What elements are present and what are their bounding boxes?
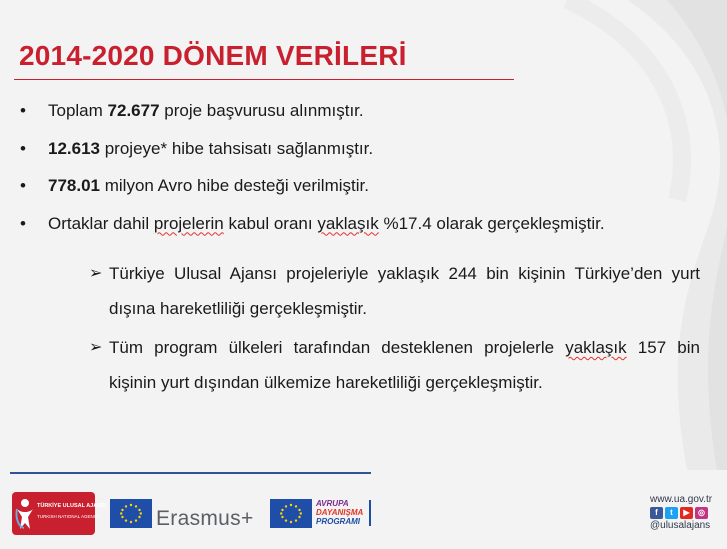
- facebook-icon[interactable]: f: [650, 507, 663, 519]
- website-link[interactable]: www.ua.gov.tr: [650, 494, 713, 505]
- spellcheck-word: projelerin: [153, 213, 224, 233]
- page-title: 2014-2020 DÖNEM VERİLERİ: [19, 40, 407, 71]
- eu-flag-icon: [270, 499, 312, 528]
- bullet-dot: •: [20, 213, 26, 233]
- arrow-bullet-icon: ➢: [89, 265, 103, 282]
- social-icons: [650, 507, 708, 519]
- bullet-list: [20, 100, 710, 250]
- bullet-item: • Ortaklar dahil projelerin kabul oranı yaklaşık %17.4 olarak gerçekleşmiştir.: [20, 213, 605, 233]
- bullet-dot: •: [20, 138, 26, 158]
- avrupa-dayanisma-logo: AVRUPA DAYANIŞMA PROGRAMI: [316, 499, 364, 526]
- bullet-item: • 12.613 projeye* hibe tahsisatı sağlanmıştır.: [20, 138, 374, 158]
- instagram-icon[interactable]: ◎: [695, 507, 708, 519]
- bullet-item: • Toplam 72.677 proje başvurusu alınmıştır.: [20, 101, 364, 120]
- title-underline: [14, 79, 514, 80]
- ulusal-ajans-logo: TÜRKİYE ULUSAL AJANSI TURKISH NATIONAL AGENCY: [12, 492, 95, 535]
- youtube-icon[interactable]: ▶: [680, 507, 693, 519]
- sub-bullet-item: ➢ Tüm program ülkeleri tarafından desteklenen projelerle yaklaşık 157 bin kişinin yurt dışından ülkemize hareketliliği gerçekleşmiştir.: [88, 330, 700, 400]
- person-figure-icon: [15, 497, 35, 530]
- logo-divider: [369, 500, 371, 526]
- spellcheck-word: yaklaşık: [565, 338, 627, 357]
- erasmus-plus-logo: Erasmus+: [156, 507, 254, 530]
- bullet-dot: •: [20, 176, 26, 195]
- sub-bullet-item: ➢ Türkiye Ulusal Ajansı projeleriyle yaklaşık 244 bin kişinin Türkiye’den yurt dışına hareketliliği gerçekleşmiştir.: [88, 256, 700, 326]
- social-handle[interactable]: @ulusalajans: [650, 520, 711, 531]
- sub-bullet-list: [88, 256, 700, 404]
- spellcheck-word: yaklaşık: [317, 213, 379, 233]
- arrow-bullet-icon: ➢: [89, 339, 103, 356]
- bullet-item: • 778.01 milyon Avro hibe desteği verilmiştir.: [20, 176, 369, 195]
- footer-divider: [10, 472, 371, 474]
- eu-flag-icon: [110, 499, 152, 528]
- bullet-dot: •: [20, 101, 26, 120]
- twitter-icon[interactable]: t: [665, 507, 678, 519]
